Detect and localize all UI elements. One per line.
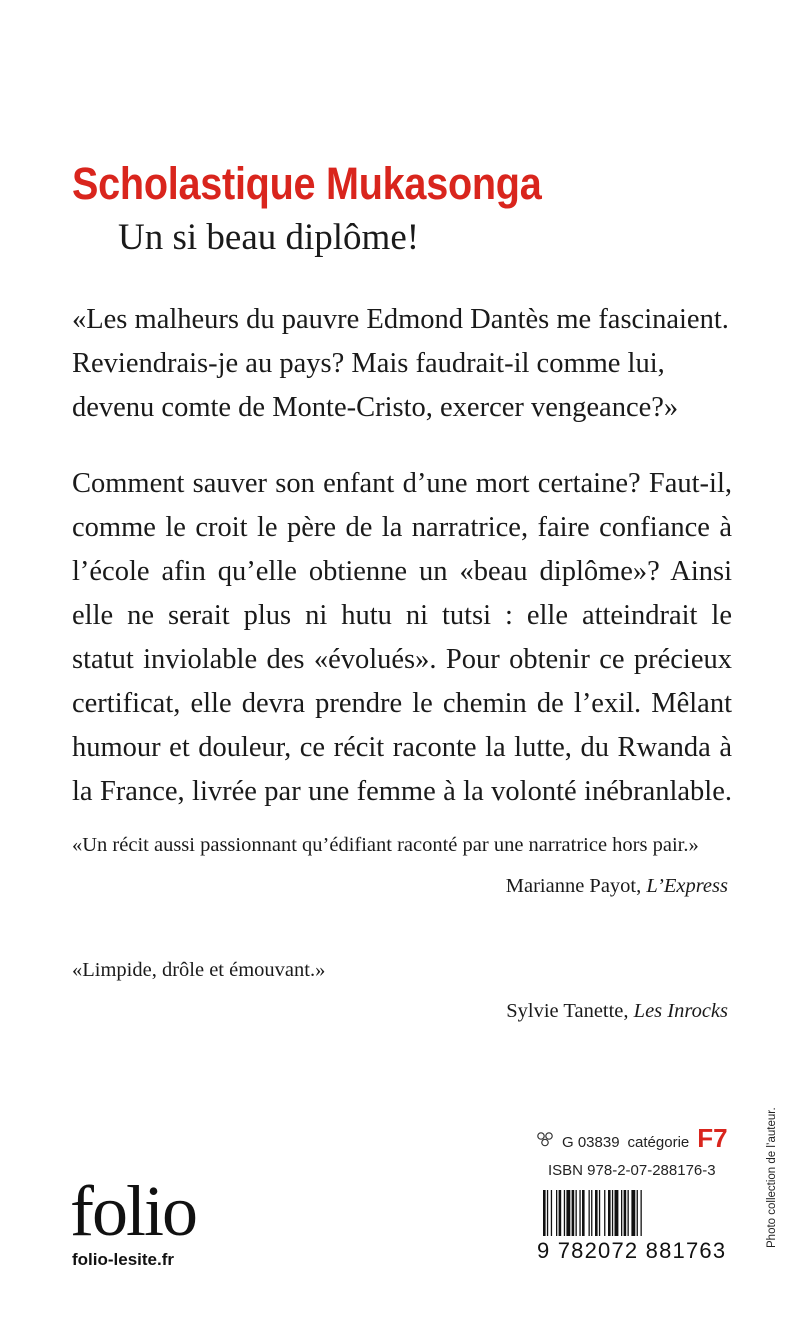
review-critic: Sylvie Tanette, [506,1000,629,1022]
folio-logo: folio [70,1171,196,1251]
epigraph-line: «Les malheurs du pauvre Edmond Dantès me fascinaient. [72,304,729,335]
review-critic: Marianne Payot, [505,875,642,897]
epigraph-line: Reviendrais-je au pays? Mais faudrait-il comme lui, [72,348,665,379]
summary-line: la France, livrée par une femme à la volonté inébranlable. [72,776,732,807]
review-quote: «Limpide, drôle et émouvant.» [72,959,326,981]
category-label: catégorie [627,1134,690,1151]
gallimard-seal-icon [536,1131,554,1151]
photo-credit: Photo collection de l’auteur. [766,1107,778,1248]
catalog-code: G 03839 [562,1134,620,1151]
summary-line: comme le croit le père de la narratrice, faire confiance à [72,512,732,543]
review-publication: Les Inrocks [633,1000,728,1022]
epigraph-quote [72,298,732,430]
book-summary [72,462,732,814]
summary-line: certificat, elle devra prendre le chemin de l’exil. Mêlant [72,688,732,719]
summary-line: statut inviolable des «évolués». Pour obtenir ce précieux [72,644,732,675]
summary-line: Comment sauver son enfant d’une mort certaine? Faut-il, [72,468,732,499]
summary-line: humour et douleur, ce récit raconte la lutte, du Rwanda à [72,732,732,763]
review-publication: L’Express [646,875,728,897]
category-code: F7 [697,1123,728,1153]
press-review [72,830,728,902]
review-credit [72,996,728,1027]
summary-line: elle ne serait plus ni hutu ni tutsi : elle atteindrait le [72,600,732,631]
review-credit [72,871,728,902]
barcode-bars [537,1190,727,1238]
epigraph-line: devenu comte de Monte-Cristo, exercer vengeance?» [72,392,679,423]
review-quote: «Un récit aussi passionnant qu’édifiant raconté par une narratrice hors pair.» [72,834,699,856]
barcode-digits: 9 782072 881763 [537,1238,727,1263]
press-review [72,955,728,1027]
publisher-website: folio-lesite.fr [72,1250,175,1269]
summary-line: l’école afin qu’elle obtienne un «beau diplôme»? Ainsi [72,556,732,587]
catalog-info [536,1123,728,1153]
isbn: ISBN 978-2-07-288176-3 [548,1162,716,1179]
book-title: Un si beau diplôme! [118,217,420,258]
author-name: Scholastique Mukasonga [72,158,542,209]
